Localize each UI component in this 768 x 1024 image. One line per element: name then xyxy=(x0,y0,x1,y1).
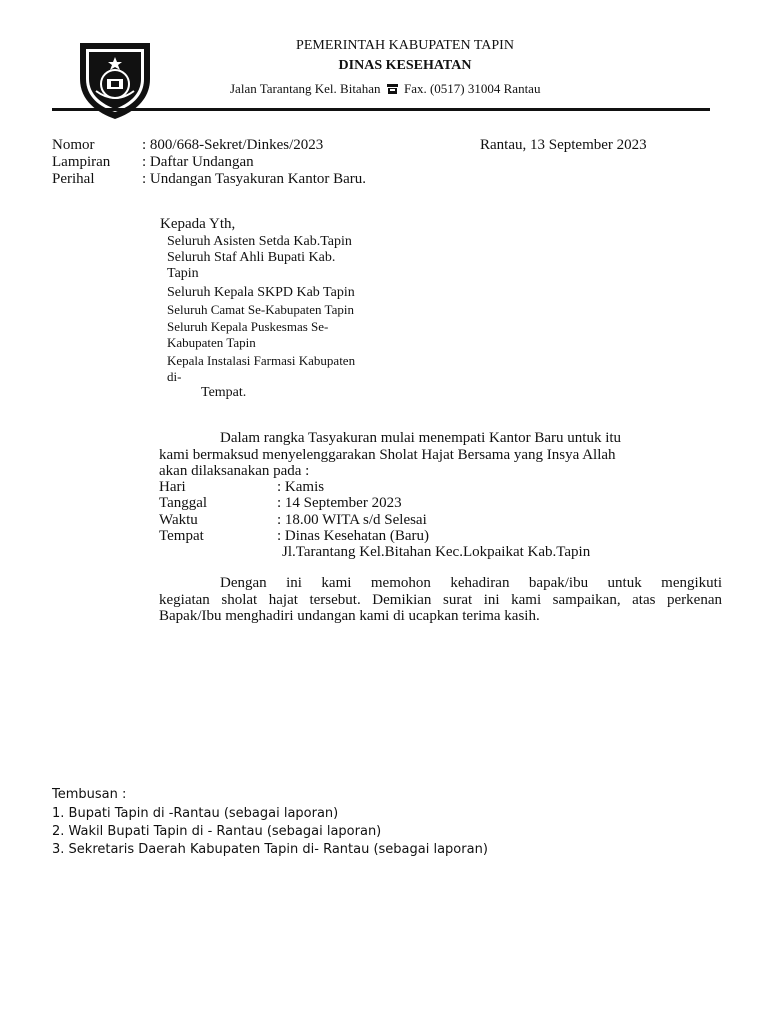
closing-line-3: Bapak/Ibu menghadiri undangan kami di ucapkan terima kasih. xyxy=(159,608,540,624)
event-venue-value: : Dinas Kesehatan (Baru) xyxy=(277,528,430,544)
body-paragraph-line: kami bermaksud menyelenggarakan Sholat Hajat Bersama yang Insya Allah xyxy=(159,447,616,463)
lampiran-value: : Daftar Undangan xyxy=(142,154,254,170)
address-fax: Fax. (0517) 31004 Rantau xyxy=(403,81,541,96)
event-venue-label: Tempat xyxy=(159,528,204,544)
recipient-line: Seluruh Staf Ahli Bupati Kab. xyxy=(167,250,336,265)
nomor-value: : 800/668-Sekret/Dinkes/2023 xyxy=(142,137,324,153)
tembusan-item: 3. Sekretaris Daerah Kabupaten Tapin di- Rantau (sebagai laporan) xyxy=(52,842,488,857)
body-paragraph-line xyxy=(159,592,722,609)
office-address xyxy=(230,81,540,97)
nomor-label: Nomor xyxy=(52,137,95,153)
government-name: PEMERINTAH KABUPATEN TAPIN xyxy=(296,38,514,53)
recipient-line: Tapin xyxy=(167,266,199,281)
event-venue-address: Jl.Tarantang Kel.Bitahan Kec.Lokpaikat Kab.Tapin xyxy=(282,544,591,560)
event-day-value: : Kamis xyxy=(277,479,325,495)
closing-line-1: Dengan ini kami memohon kehadiran bapak/ibu untuk mengikuti xyxy=(220,575,722,591)
event-date-label: Tanggal xyxy=(159,495,208,511)
recipient-line: Kepala Instalasi Farmasi Kabupaten xyxy=(167,353,356,368)
recipient-line: di- xyxy=(167,369,182,384)
event-date-value: : 14 September 2023 xyxy=(277,495,402,511)
event-day-label: Hari xyxy=(159,479,186,495)
phone-icon xyxy=(387,82,398,92)
recipient-place: Tempat. xyxy=(201,385,247,400)
recipient-line: Kabupaten Tapin xyxy=(167,335,256,350)
tembusan-item: 2. Wakil Bupati Tapin di - Rantau (sebagai laporan) xyxy=(52,824,382,839)
perihal-value: : Undangan Tasyakuran Kantor Baru. xyxy=(142,171,367,187)
office-name: DINAS KESEHATAN xyxy=(338,58,472,73)
body-paragraph-line: akan dilaksanakan pada : xyxy=(159,463,310,479)
lampiran-label: Lampiran xyxy=(52,154,111,170)
letterhead-divider xyxy=(52,108,710,111)
tembusan-title: Tembusan : xyxy=(52,787,127,802)
closing-line-2: kegiatan sholat hajat tersebut. Demikian surat ini kami sampaikan, atas perkenan xyxy=(159,592,722,608)
recipient-greeting: Kepada Yth, xyxy=(160,216,236,232)
place-date: Rantau, 13 September 2023 xyxy=(480,137,647,153)
recipient-line: Seluruh Camat Se-Kabupaten Tapin xyxy=(167,302,354,317)
recipient-line: Seluruh Asisten Setda Kab.Tapin xyxy=(167,234,352,249)
address-street: Jalan Tarantang Kel. Bitahan xyxy=(230,81,381,96)
body-paragraph-line xyxy=(220,575,722,592)
perihal-label: Perihal xyxy=(52,171,95,187)
recipient-line: Seluruh Kepala SKPD Kab Tapin xyxy=(167,285,355,300)
tembusan-item: 1. Bupati Tapin di -Rantau (sebagai laporan) xyxy=(52,806,339,821)
event-time-value: : 18.00 WITA s/d Selesai xyxy=(277,512,427,528)
recipient-line: Seluruh Kepala Puskesmas Se- xyxy=(167,319,329,334)
body-paragraph-line: Dalam rangka Tasyakuran mulai menempati Kantor Baru untuk itu xyxy=(220,430,622,446)
event-time-label: Waktu xyxy=(159,512,198,528)
